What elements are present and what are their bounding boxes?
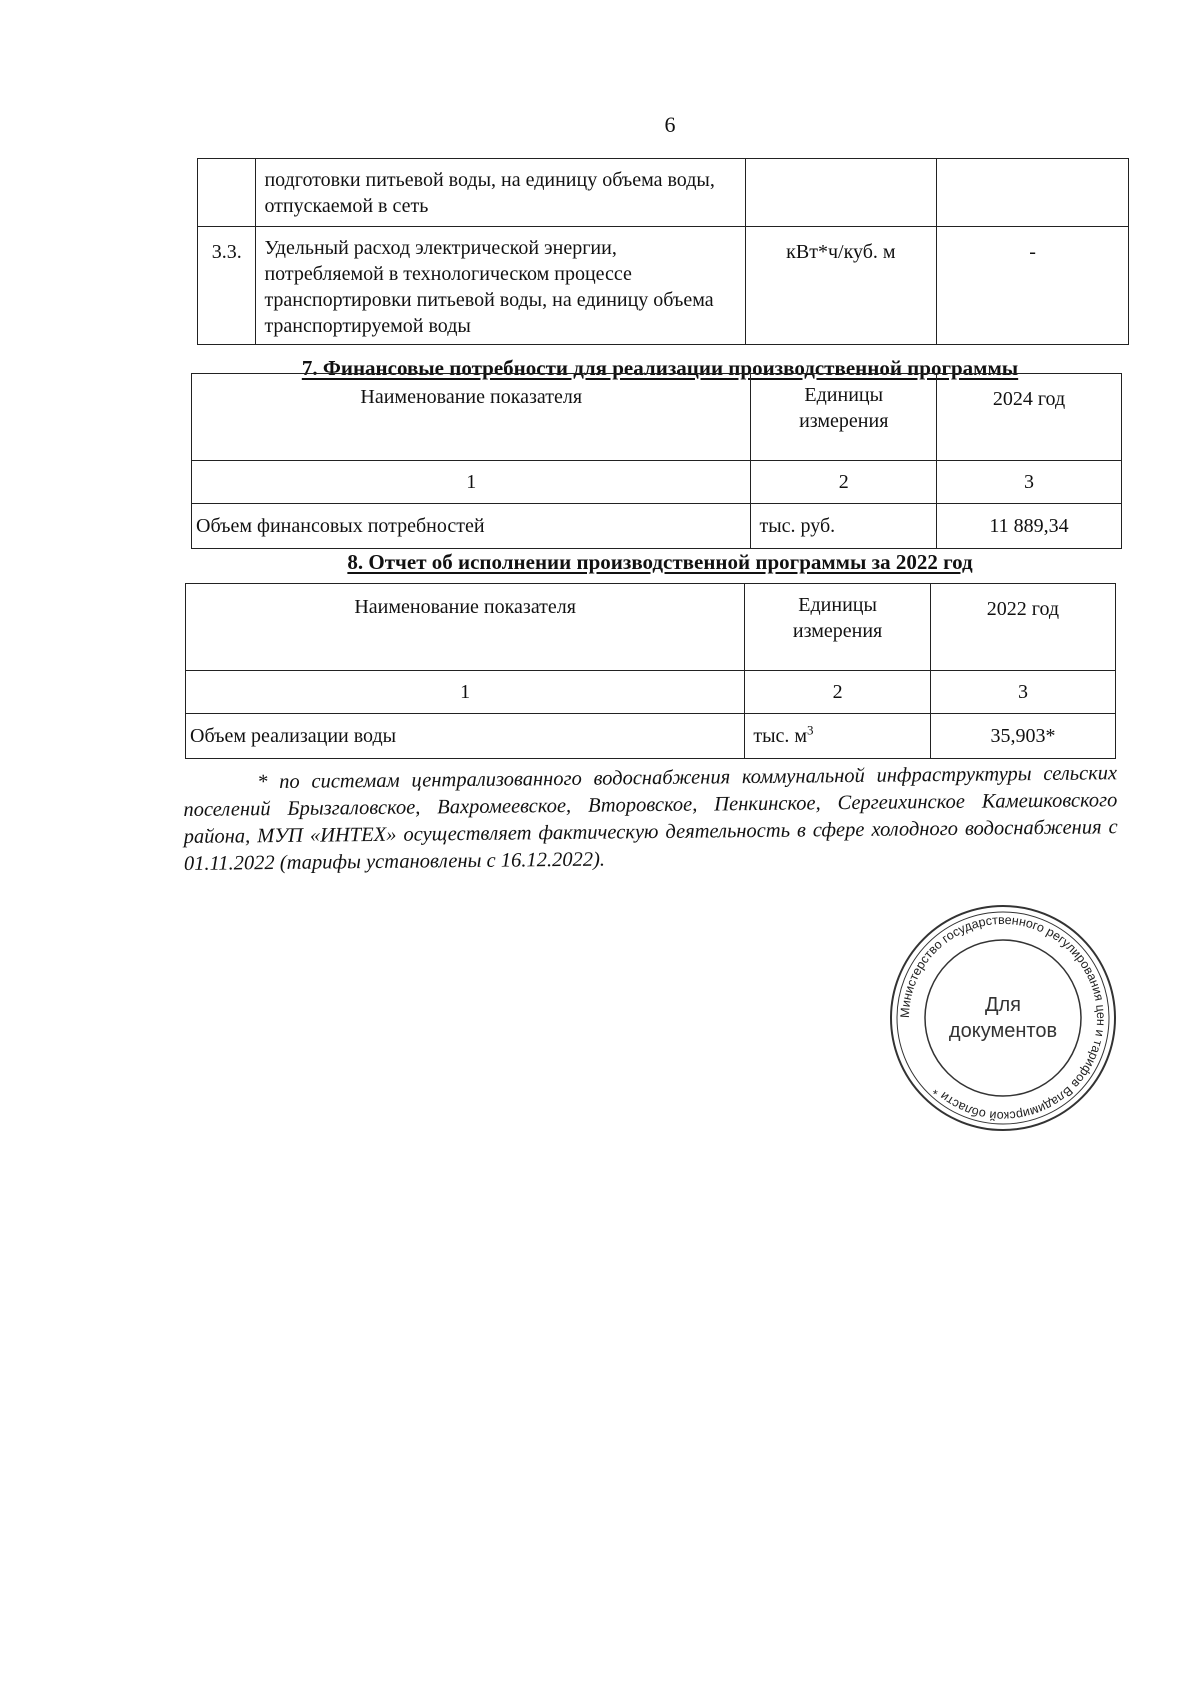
table-header-row [192,374,1122,461]
column-number: 2 [745,671,931,714]
table-row [192,504,1122,549]
column-number: 1 [192,461,751,504]
footnote: * по системам централизованного водоснабжения коммунальной инфраструктуры сельских поселений Брызгаловское, Вахромеевское, Второвское, Пенкинское, Сергеихинское Камешковского района, МУП «ИНТЕХ» осуществляет фактическую деятельность в сфере холодного водоснабжения с 01.11.2022 (тарифы установлены с 16.12.2022). [183,762,1118,875]
indicator-unit: кВт*ч/куб. м [745,227,937,345]
indicator-name: Объем финансовых потребностей [192,504,751,549]
unit-text: тыс. м [753,725,808,747]
indicator-value: - [937,227,1129,345]
column-number: 3 [937,461,1122,504]
column-number-row [192,461,1122,504]
table-header-row [186,584,1116,671]
column-header-name: Наименование показателя [192,374,751,461]
indicator-unit [745,159,937,227]
program-report-table [185,583,1116,759]
stamp-line-2: документов [948,1020,1058,1042]
column-header-unit: Единицы измерения [751,374,937,461]
section-8-title: 8. Отчет об исполнении производственной программы за 2022 год [347,550,973,574]
indicators-table [197,158,1129,345]
unit-superscript: 3 [807,722,814,738]
indicator-name: Объем реализации воды [186,714,745,759]
indicator-unit [745,714,931,759]
indicator-name: Удельный расход электрической энергии, потребляемой в технологическом процессе транспортировки питьевой воды, на единицу объема транспортируемой воды [256,227,745,345]
column-header-name: Наименование показателя [186,584,745,671]
indicator-value: 35,903* [930,714,1115,759]
row-number: 3.3. [198,227,256,345]
official-stamp [888,903,1118,1133]
page-number: 6 [664,112,676,137]
row-number [198,159,256,227]
table-row [198,159,1129,227]
indicator-value [937,159,1129,227]
section-7-title: 7. Финансовые потребности для реализации производственной программы [301,356,1019,380]
column-header-unit: Единицы измерения [745,584,931,671]
table-row [198,227,1129,345]
column-number: 2 [751,461,937,504]
column-header-year: 2024 год [937,374,1122,461]
indicator-name: подготовки питьевой воды, на единицу объема воды, отпускаемой в сеть [256,159,745,227]
column-number: 1 [186,671,745,714]
column-number: 3 [930,671,1115,714]
table-row [186,714,1116,759]
indicator-unit: тыс. руб. [751,504,937,549]
stamp-ring-text: Министерство государственного регулирования цен и тарифов Владимирской области * [897,912,1109,1124]
stamp-center-text [888,903,1118,1133]
stamp-line-1: Для [984,994,1022,1016]
financial-needs-table [191,373,1122,549]
indicator-value: 11 889,34 [937,504,1122,549]
column-number-row [186,671,1116,714]
column-header-year: 2022 год [930,584,1115,671]
